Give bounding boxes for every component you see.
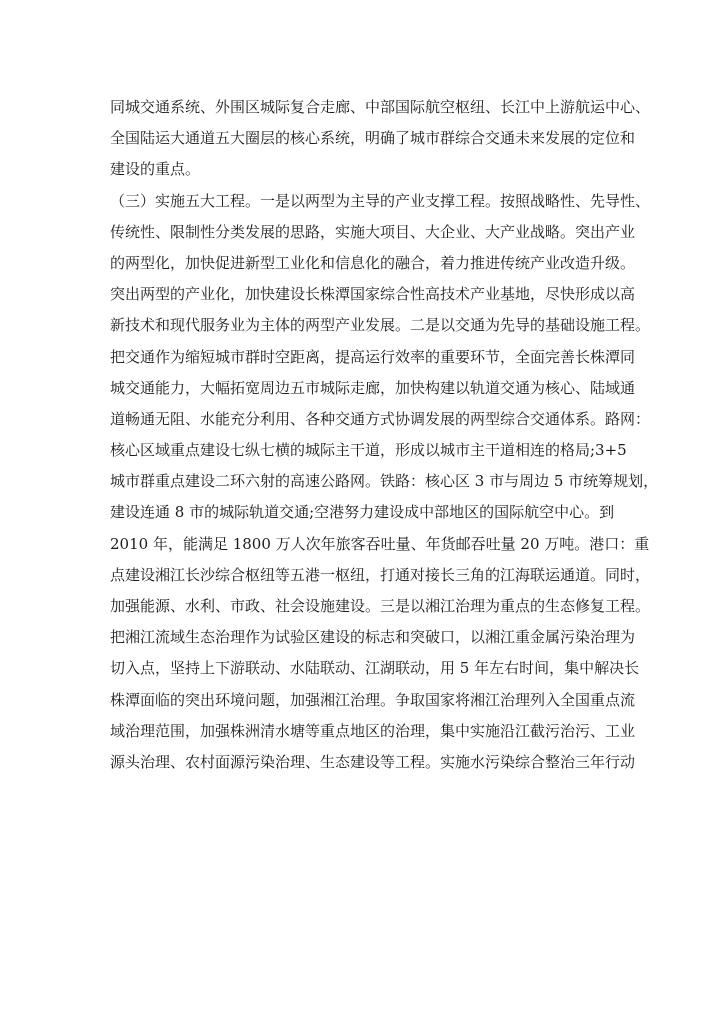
text-line: 核心区域重点建设七纵七横的城际主干道，形成以城市主干道相连的格局;3+5 [110,441,627,460]
body-text [110,92,659,778]
section-heading-line: （三）实施五大工程。一是以两型为主导的产业支撑工程。按照战略性、先导性、 [110,191,651,210]
text-line: 建设连通 8 市的城际轨道交通;空港努力建设成中部地区的国际航空中心。到 [110,503,615,522]
text-line: 城交通能力，大幅拓宽周边五市城际走廊，加快构建以轨道交通为核心、陆域通 [110,378,636,397]
text-line: 的两型化，加快促进新型工业化和信息化的融合，着力推进传统产业改造升级。 [110,253,636,272]
text-line: 传统性、限制性分类发展的思路，实施大项目、大企业、大产业战略。突出产业 [110,222,636,241]
text-line: 突出两型的产业化，加快建设长株潭国家综合性高技术产业基地，尽快形成以高 [110,285,636,304]
text-line: 城市群重点建设二环六射的高速公路网。铁路：核心区 3 市与周边 5 市统筹规划， [110,472,659,491]
text-line: 点建设湘江长沙综合枢纽等五港一枢纽，打通对接长三角的江海联运通道。同时， [110,565,651,584]
text-line: 把湘江流域生态治理作为试验区建设的标志和突破口，以湘江重金属污染治理为 [110,628,636,647]
text-line: 加强能源、水利、市政、社会设施建设。三是以湘江治理为重点的生态修复工程。 [110,597,651,615]
text-line: 道畅通无阻、水能充分利用、各种交通方式协调发展的两型综合交通体系。路网： [110,409,651,428]
text-line: 建设的重点。 [110,160,201,179]
text-line: 域治理范围，加强株洲清水塘等重点地区的治理，集中实施沿江截污治污、工业 [110,721,636,740]
text-line: 同城交通系统、外围区城际复合走廊、中部国际航空枢纽、长江中上游航运中心、 [110,98,651,116]
text-line: 切入点，坚持上下游联动、水陆联动、江湖联动，用 5 年左右时间，集中解决长 [110,659,640,678]
text-line: 2010 年，能满足 1800 万人次年旅客吞吐量、年货邮吞吐量 20 万吨。港口：重 [110,534,650,553]
text-line: 把交通作为缩短城市群时空距离，提高运行效率的重要环节，全面完善长株潭同 [110,347,636,366]
text-line: 全国陆运大通道五大圈层的核心系统，明确了城市群综合交通未来发展的定位和 [110,129,636,148]
text-line: 新技术和现代服务业为主体的两型产业发展。二是以交通为先导的基础设施工程。 [110,316,651,335]
text-line: 株潭面临的突出环境问题，加强湘江治理。争取国家将湘江治理列入全国重点流 [110,690,636,709]
text-line: 源头治理、农村面源污染治理、生态建设等工程。实施水污染综合整治三年行动 [110,752,636,771]
